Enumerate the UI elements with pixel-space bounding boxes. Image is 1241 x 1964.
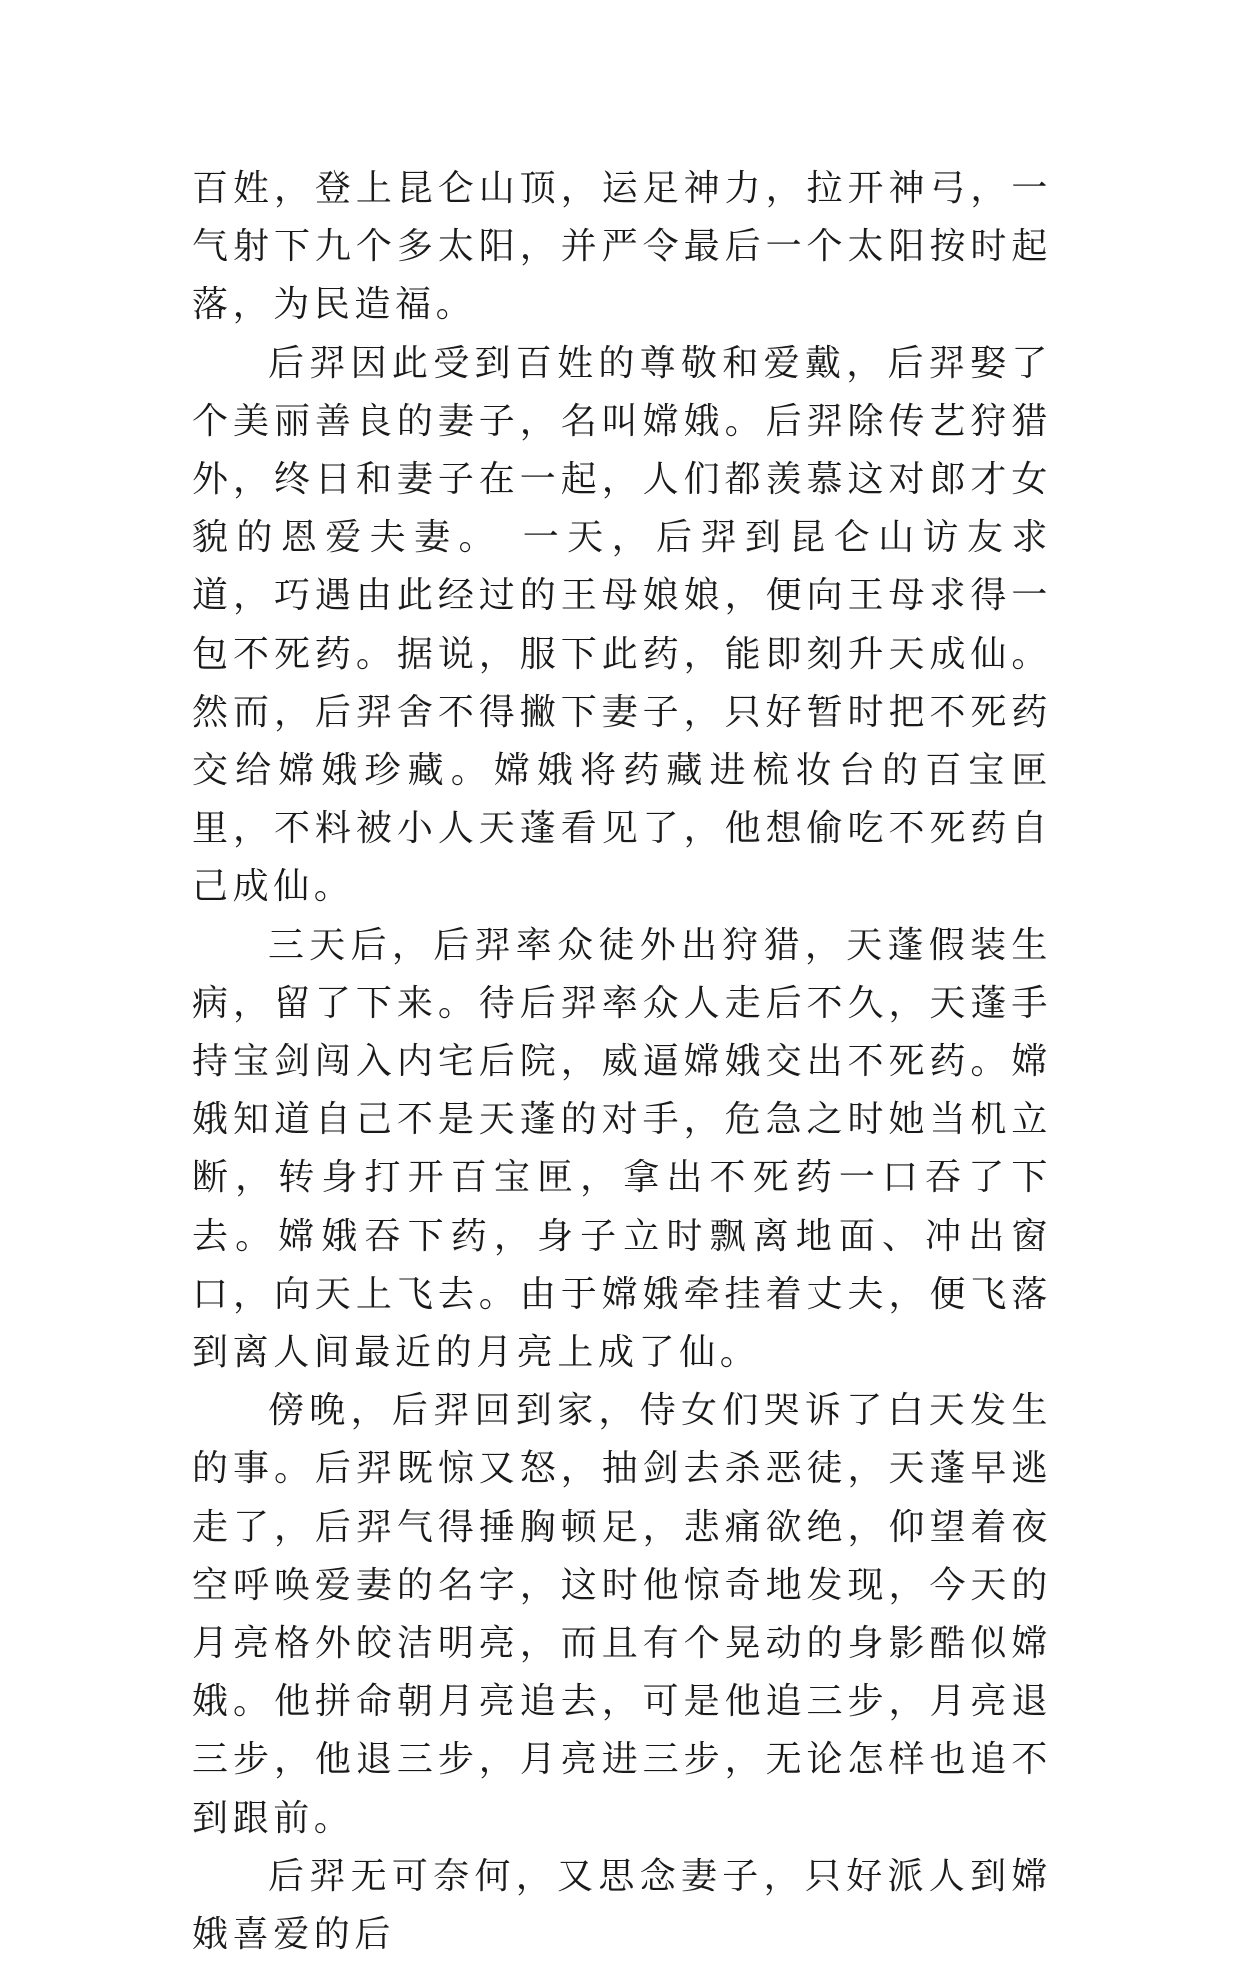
paragraph: 后羿无可奈何，又思念妻子，只好派人到嫦娥喜爱的后 — [192, 1855, 1052, 1956]
paragraph-continuation: 百姓，登上昆仑山顶，运足神力，拉开神弓，一气射下九个多太阳，并严令最后一个太阳按时起落，为民造福。 — [192, 168, 1052, 326]
paragraph: 后羿因此受到百姓的尊敬和爱戴，后羿娶了个美丽善良的妻子，名叫嫦娥。后羿除传艺狩猎外，终日和妻子在一起，人们都羡慕这对郎才女貌的恩爱夫妻。 一天，后羿到昆仑山访友求道，巧遇由此经过的王母娘娘，便向王母求得一包不死药。据说，服下此药，能即刻升天成仙。然而，后羿舍不得撇下妻子，只好暂时把不死药交给嫦娥珍藏。嫦娥将药藏进梳妆台的百宝匣里，不料被小人天蓬看见了，他想偷吃不死药自己成仙。 — [192, 342, 1052, 908]
article-body — [192, 160, 1052, 1964]
paragraph: 三天后，后羿率众徒外出狩猎，天蓬假装生病，留了下来。待后羿率众人走后不久，天蓬手持宝剑闯入内宅后院，威逼嫦娥交出不死药。嫦娥知道自己不是天蓬的对手，危急之时她当机立断，转身打开百宝匣，拿出不死药一口吞了下去。嫦娥吞下药，身子立时飘离地面、冲出窗口，向天上飞去。由于嫦娥牵挂着丈夫，便飞落到离人间最近的月亮上成了仙。 — [192, 924, 1052, 1374]
paragraph: 傍晚，后羿回到家，侍女们哭诉了白天发生的事。后羿既惊又怒，抽剑去杀恶徒，天蓬早逃走了，后羿气得捶胸顿足，悲痛欲绝，仰望着夜空呼唤爱妻的名字，这时他惊奇地发现，今天的月亮格外皎洁明亮，而且有个晃动的身影酷似嫦娥。他拼命朝月亮追去，可是他追三步，月亮退三步，他退三步，月亮进三步，无论怎样也追不到跟前。 — [192, 1390, 1052, 1839]
